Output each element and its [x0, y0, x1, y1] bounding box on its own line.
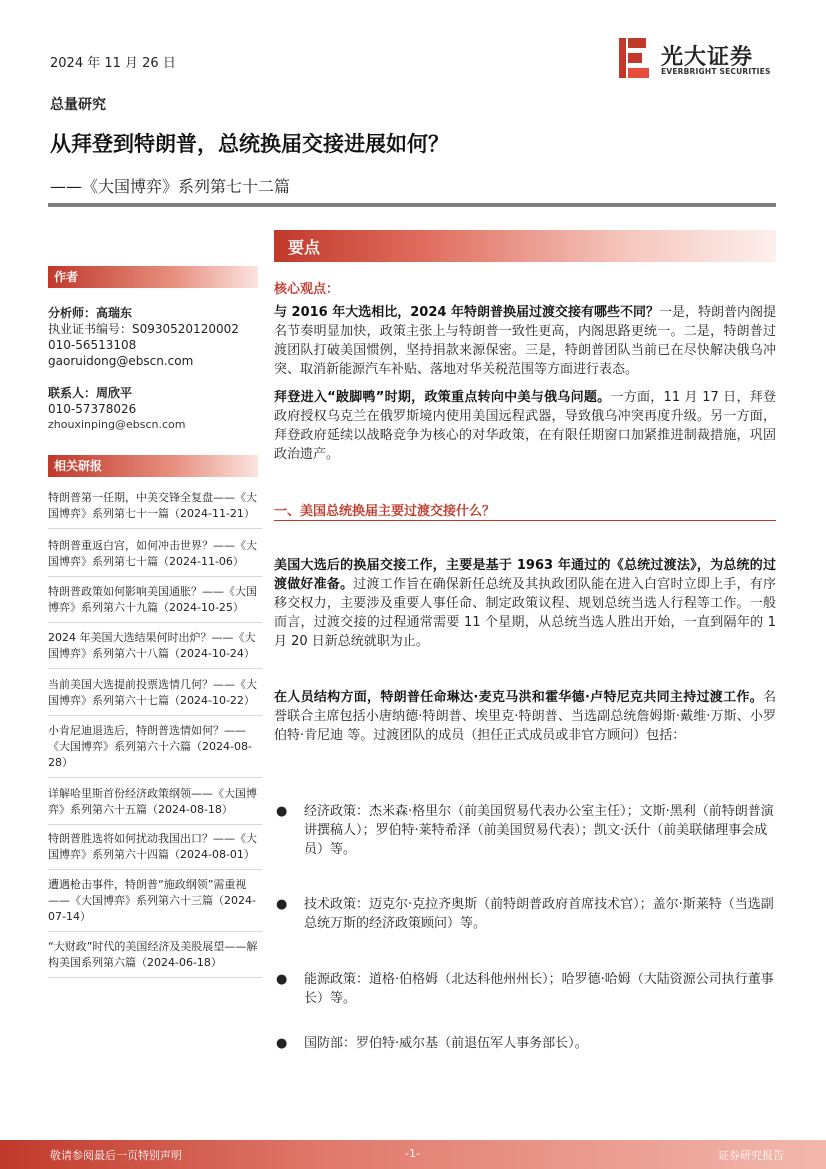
related-research-item[interactable]: 遭遇枪击事件，特朗普“施政纲领”需重视——《大国博弈》系列第六十三篇（2024-07-14） — [48, 877, 262, 932]
paragraph-2 — [274, 388, 776, 464]
paragraph-3-body: 过渡工作旨在确保新任总统及其执政团队能在进入白宫时立即上手，有序移交权力，主要涉及重要人事任命、制定政策议程、规划总统当选人行程等工作。一般而言，过渡交接的过程通常需要 11 个星期，从总统当选人胜出开始，一直到隔年的 1 月 20 日新总统就职为止。 — [274, 577, 776, 649]
logo-english-text: EVERBRIGHT SECURITIES — [661, 67, 771, 76]
paragraph-2-lead: 拜登进入“跛脚鸭”时期，政策重点转向中美与俄乌问题。 — [274, 390, 611, 405]
core-view-label: 核心观点： — [274, 282, 340, 297]
key-points-heading: 要点 — [288, 238, 321, 257]
related-research-item[interactable]: 当前美国大选提前投票选情几何？——《大国博弈》系列第六十七篇（2024-10-22） — [48, 677, 262, 716]
paragraph-3 — [274, 556, 776, 651]
related-research-item[interactable]: 2024 年美国大选结果何时出炉？——《大国博弈》系列第六十八篇（2024-10-24） — [48, 630, 262, 669]
report-title: 从拜登到特朗普，总统换届交接进展如何？ — [50, 132, 449, 156]
footer-report-type: 证券研究报告 — [718, 1149, 784, 1162]
footer-disclaimer[interactable]: 敬请参阅最后一页特别声明 — [50, 1149, 182, 1162]
contact-name: 联系人：周欣平 — [48, 386, 133, 400]
report-category: 总量研究 — [50, 97, 106, 113]
report-subtitle: ——《大国博弈》系列第七十二篇 — [50, 177, 291, 196]
analyst-name: 分析师：高瑞东 — [48, 306, 133, 320]
paragraph-4-body: 名誉联合主席包括小唐纳德·特朗普、埃里克·特朗普、当选副总统詹姆斯·戴维·万斯、小罗伯特·肯尼迪 等。过渡团队的成员（担任正式成员或非官方顾问）包括： — [274, 690, 776, 743]
paragraph-1-lead: 与 2016 年大选相比，2024 年特朗普换届过渡交接有哪些不同？ — [274, 305, 659, 320]
everbright-logo-icon — [617, 36, 651, 80]
section-1-heading: 一、美国总统换届主要过渡交接什么？ — [274, 504, 496, 519]
bullet-dot-icon: ● — [276, 804, 288, 819]
related-research-item[interactable]: 详解哈里斯首份经济政策纲领——《大国博弈》系列第六十五篇（2024-08-18） — [48, 786, 262, 825]
paragraph-2-body: 一方面，11 月 17 日，拜登政府授权乌克兰在俄罗斯境内使用美国远程武器，导致俄乌冲突再度升级。另一方面，拜登政府延续以战略竞争为核心的对华政策，在有限任期窗口加紧推进制裁措施，巩固政治遗产。 — [274, 390, 777, 462]
related-research-heading: 相关研报 — [48, 455, 258, 477]
analyst-phone: 010-56513108 — [48, 338, 137, 352]
related-research-item[interactable]: 特朗普政策如何影响美国通胀？——《大国博弈》系列第六十九篇（2024-10-25） — [48, 584, 262, 623]
page-number: -1- — [405, 1147, 420, 1160]
company-logo — [617, 36, 777, 82]
section-1-underline — [274, 520, 776, 521]
bullet-dot-icon: ● — [276, 1036, 288, 1051]
analyst-cert: 执业证书编号：S0930520120002 — [48, 322, 239, 336]
authors-heading: 作者 — [48, 266, 258, 288]
bullet-dot-icon: ● — [276, 972, 288, 987]
paragraph-4 — [274, 688, 776, 745]
paragraph-4-lead: 在人员结构方面，特朗普任命琳达·麦克马洪和霍华德·卢特尼克共同主持过渡工作。 — [274, 690, 763, 705]
related-research-item[interactable]: 特朗普第一任期，中美交锋全复盘——《大国博弈》系列第七十一篇（2024-11-21） — [48, 490, 262, 529]
logo-chinese-text: 光大证券 — [661, 45, 754, 70]
key-points-banner — [274, 230, 776, 262]
related-research-item[interactable]: 特朗普胜选将如何扰动我国出口？——《大国博弈》系列第六十四篇（2024-08-01） — [48, 831, 262, 870]
contact-phone: 010-57378026 — [48, 402, 137, 416]
bullet-text: 国防部：罗伯特·威尔基（前退伍军人事务部长）。 — [304, 1036, 588, 1051]
paragraph-1-body: 一是，特朗普内阁提名节奏明显加快，政策主张上与特朗普一致性更高，内阁思路更统一。二是，特朗普过渡团队打破美国惯例，坚持捐款来源保密。三是，特朗普团队当前已在尽快解决俄乌冲突、取消新能源汽车补贴、落地对华关税范围等方面进行表态。 — [274, 305, 776, 377]
header-divider — [48, 203, 776, 207]
authors-block — [48, 305, 260, 433]
bullet-text: 技术政策：迈克尔·克拉齐奥斯（前特朗普政府首席技术官）；盖尔·斯莱特（当选副总统万斯的经济政策顾问）等。 — [304, 897, 774, 931]
paragraph-3-lead: 美国大选后的换届交接工作，主要是基于 1963 年通过的《总统过渡法》，为总统的过渡做好准备。 — [274, 558, 776, 592]
bullet-dot-icon: ● — [276, 897, 288, 912]
bullet-text: 经济政策：杰米森·格里尔（前美国贸易代表办公室主任）；文斯·黑利（前特朗普演讲撰稿人）；罗伯特·莱特希泽（前美国贸易代表）；凯文·沃什（前美联储理事会成员）等。 — [304, 804, 774, 857]
related-research-item[interactable]: “大财政”时代的美国经济及美股展望——解构美国系列第六篇（2024-06-18） — [48, 939, 262, 978]
paragraph-1 — [274, 303, 776, 379]
report-date: 2024 年 11 月 26 日 — [50, 56, 176, 71]
bullet-text: 能源政策：道格·伯格姆（北达科他州州长）；哈罗德·哈姆（大陆资源公司执行董事长）等。 — [304, 972, 774, 1006]
related-research-item[interactable]: 特朗普重返白宫，如何冲击世界？——《大国博弈》系列第七十篇（2024-11-06） — [48, 538, 262, 577]
analyst-email[interactable]: gaoruidong@ebscn.com — [48, 354, 194, 368]
contact-email[interactable]: zhouxinping@ebscn.com — [48, 418, 186, 431]
related-research-item[interactable]: 小肯尼迪退选后，特朗普选情如何？——《大国博弈》系列第六十六篇（2024-08-28） — [48, 723, 262, 778]
